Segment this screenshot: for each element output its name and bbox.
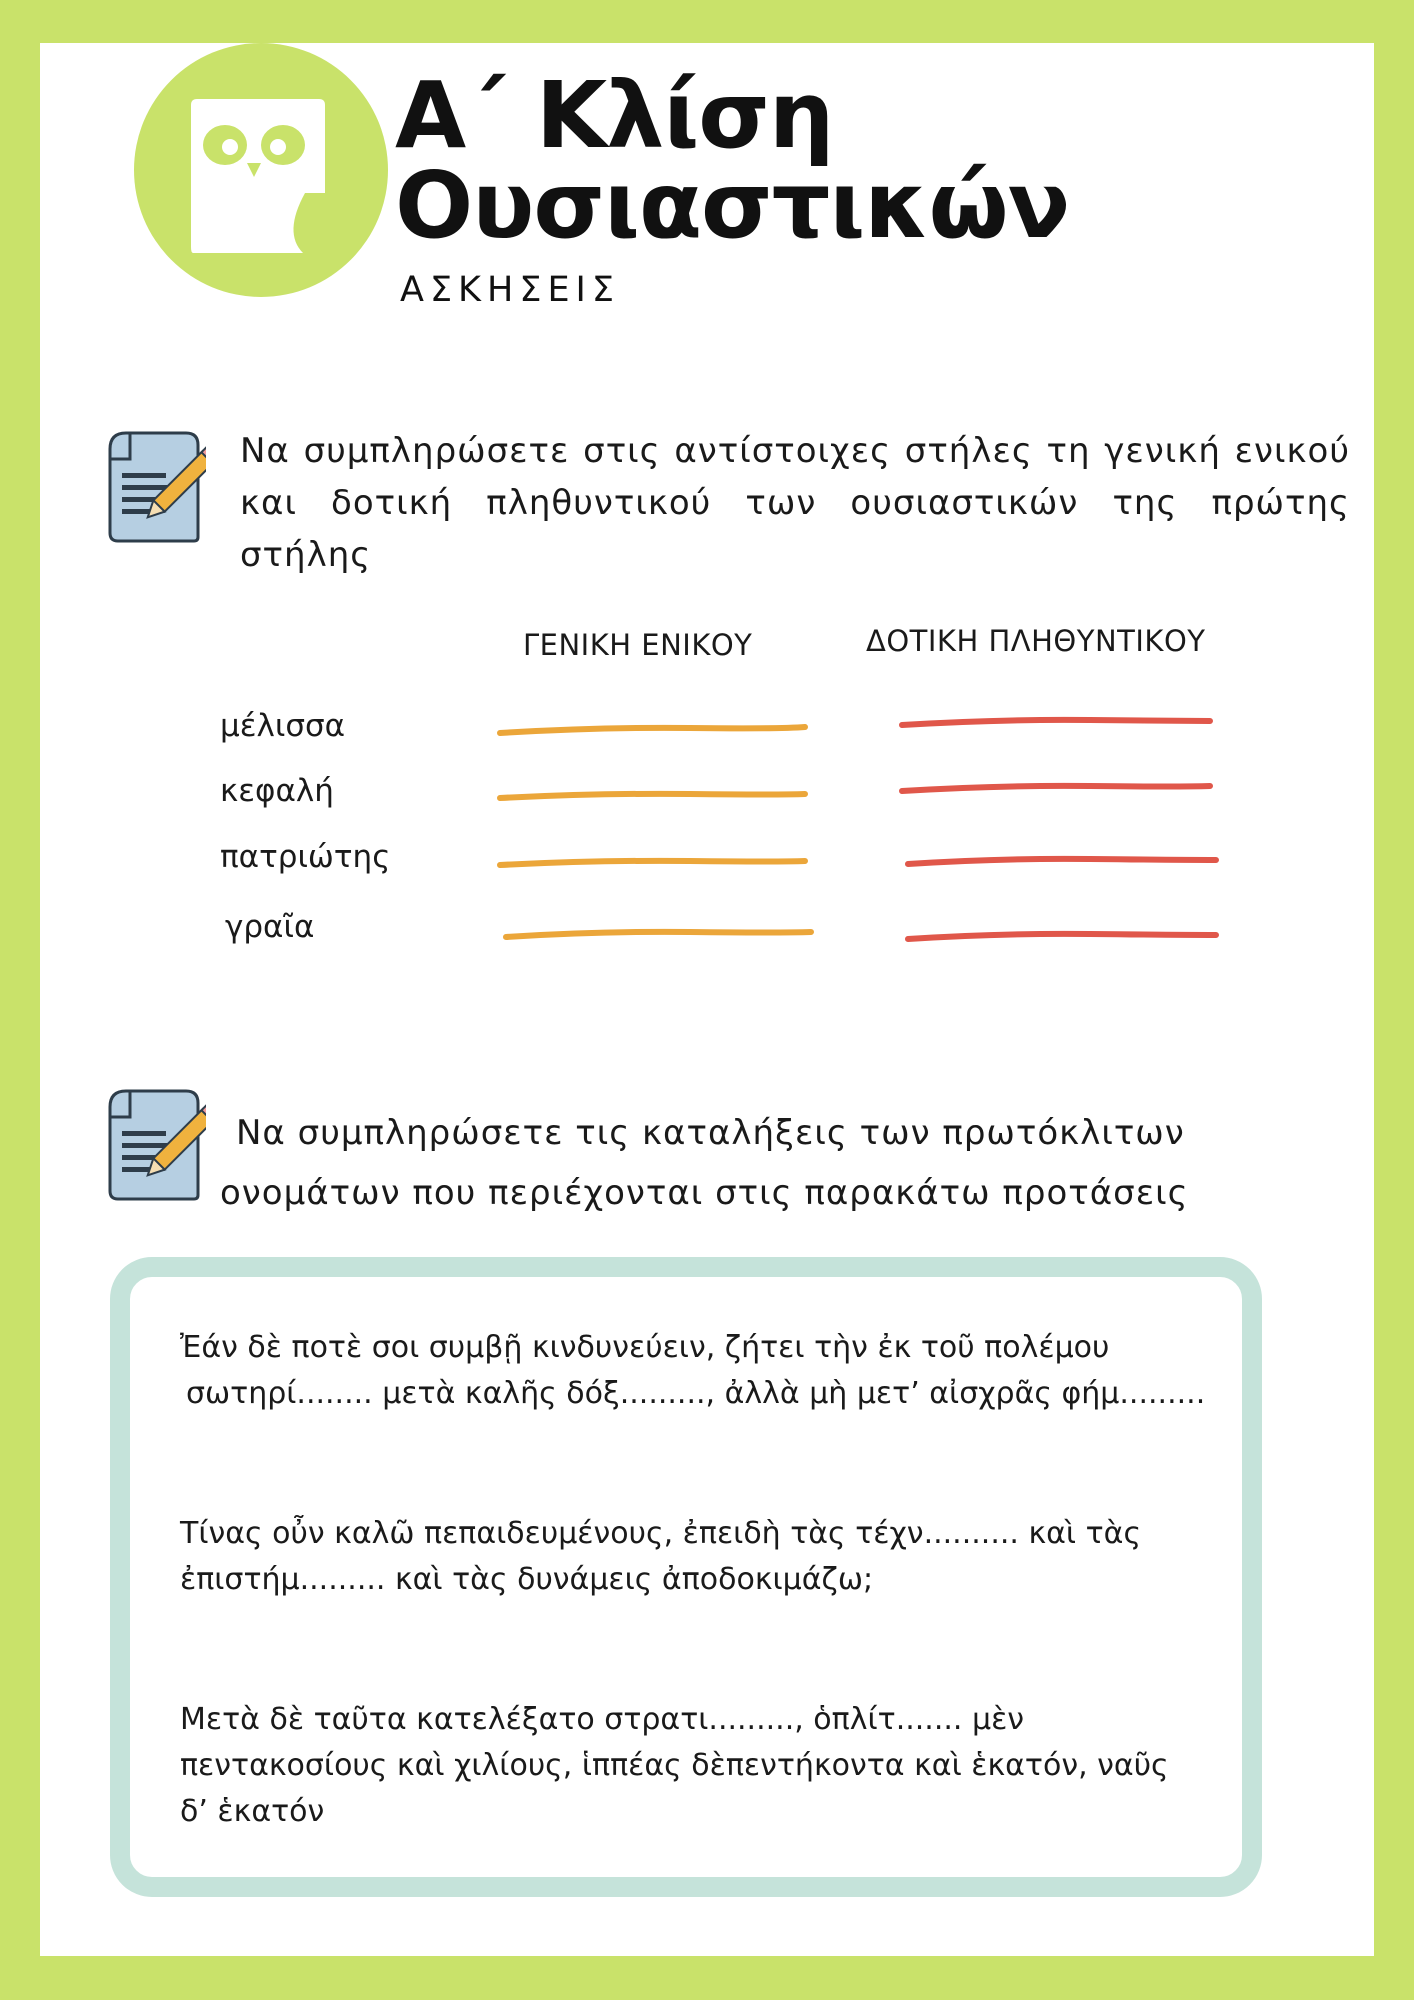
sentence-3-line-3: δ’ ἑκατόν: [180, 1794, 325, 1829]
exercise-2-instruction-line-1: Να συμπληρώσετε τις καταλήξεις των πρωτόκλιτων: [236, 1113, 1185, 1153]
answer-line-dative-3: [908, 859, 1216, 864]
sentence-1-line-1: Ἐάν δὲ ποτὲ σοι συμβῇ κινδυνεύειν, ζήτει τὴν ἐκ τοῦ πολέμου: [180, 1330, 1110, 1365]
answer-line-dative-2: [902, 786, 1210, 791]
answer-line-genitive-2: [500, 794, 805, 798]
worksheet-page: [40, 43, 1374, 1956]
title-line-1: Α΄ Κλίση: [395, 62, 834, 169]
word-melissa: μέλισσα: [220, 708, 346, 744]
column-header-dative-plural: ΔΟΤΙΚΗ ΠΛΗΘΥΝΤΙΚΟΥ: [866, 624, 1206, 658]
sentence-1-line-2: σωτηρί........ μετὰ καλῆς δόξ........., ἀλλὰ μὴ μετ’ αἰσχρᾶς φήμ.........: [186, 1376, 1206, 1411]
answer-line-genitive-3: [500, 861, 805, 865]
column-header-genitive-singular: ΓΕΝΙΚΗ ΕΝΙΚΟΥ: [523, 628, 753, 662]
word-graia: γραῖα: [225, 909, 315, 945]
exercise-1-instruction: Να συμπληρώσετε στις αντίστοιχες στήλες τη γενική ενικού και δοτική πληθυντικού των ουσιαστικών της πρώτης στήλης: [240, 431, 1350, 575]
word-kefali: κεφαλή: [220, 773, 334, 809]
answer-line-genitive-4: [506, 932, 811, 937]
page-subtitle: ΑΣΚΗΣΕΙΣ: [400, 270, 620, 310]
answer-line-genitive-1: [500, 727, 805, 733]
answer-line-dative-1: [902, 720, 1210, 725]
orange-lines: [500, 727, 811, 937]
exercise-2-instruction: [220, 1103, 1350, 1223]
red-lines: [902, 720, 1216, 939]
worksheet-pencil-icon: [106, 1087, 206, 1202]
sentence-2-line-1: Τίνας οὖν καλῶ πεπαιδευμένους, ἐπειδὴ τὰς τέχν.......... καὶ τὰς: [180, 1516, 1142, 1551]
sentence-1: [180, 1325, 1300, 1417]
exercise-2-instruction-line-2: ονομάτων που περιέχονται στις παρακάτω προτάσεις: [220, 1173, 1189, 1213]
sentence-2: [180, 1511, 1300, 1603]
title-line-2: Ουσιαστικών: [395, 152, 1070, 259]
sentence-3-line-1: Μετὰ δὲ ταῦτα κατελέξατο στρατι........., ὁπλίτ....... μὲν: [180, 1702, 1025, 1737]
word-patriotis: πατριώτης: [220, 839, 391, 875]
sentence-3-line-2: πεντακοσίους καὶ χιλίους, ἱππέας δὲπεντήκοντα καὶ ἑκατόν, ναῦς: [180, 1748, 1169, 1783]
answer-lines: [40, 43, 1374, 1043]
answer-line-dative-4: [908, 934, 1216, 939]
sentence-2-line-2: ἐπιστήμ......... καὶ τὰς δυνάμεις ἀποδοκιμάζω;: [180, 1562, 874, 1597]
sentence-3: [180, 1697, 1300, 1835]
